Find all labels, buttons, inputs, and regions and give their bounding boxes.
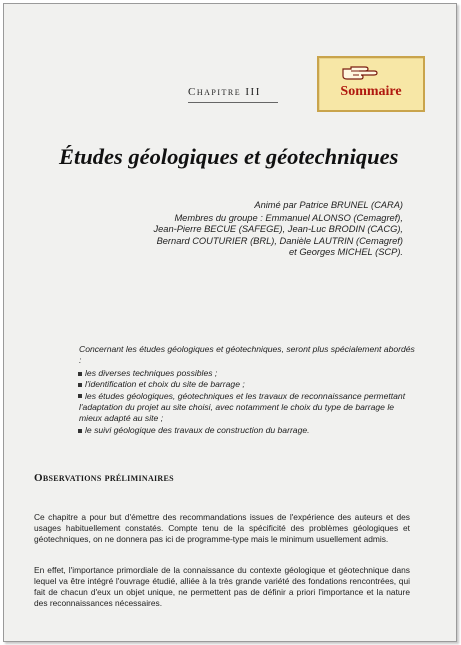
scope-list-item <box>79 425 419 436</box>
scope-list-item <box>79 368 419 379</box>
credits-member-line: Membres du groupe : Emmanuel ALONSO (Cemagref), <box>174 212 403 223</box>
scope-list-item <box>79 379 419 390</box>
body-paragraph: En effet, l'importance primordiale de la connaissance du contexte géologique et géotechnique dans lequel va être intégré l'ouvrage étudié, alliée à la très grande variété des fondations rencontrées, qui fait de chacun d'eux un objet unique, ne permettent pas de définir a priori l'importance et la nature des reconnaissances nécessaires. <box>34 565 410 609</box>
scope-item-text: les études géologiques, géotechniques et les travaux de reconnaissance permettant l'adaptation du projet au site choisi, avec notamment le choix du type de barrage le mieux adapté au site ; <box>79 390 406 424</box>
chapter-label: Chapitre III <box>188 86 261 98</box>
scope-item-text: les diverses techniques possibles ; <box>85 367 218 378</box>
scope-item-text: l'identification et choix du site de barrage ; <box>85 379 245 390</box>
chapter-divider <box>188 102 278 103</box>
bullet-icon <box>78 372 82 376</box>
credits-block <box>153 200 403 259</box>
sommaire-button[interactable] <box>317 56 425 112</box>
credits-member-line: et Georges MICHEL (SCP). <box>288 247 403 257</box>
bullet-icon <box>78 383 82 387</box>
pointing-hand-icon <box>341 64 381 80</box>
scope-item-text: le suivi géologique des travaux de construction du barrage. <box>85 424 310 435</box>
chapter-heading <box>188 86 261 98</box>
section-heading <box>34 472 174 484</box>
sommaire-label: Sommaire <box>340 84 402 99</box>
credits-member-line: Jean-Pierre BECUE (SAFEGE), Jean-Luc BRODIN (CACG), <box>153 224 403 234</box>
document-page <box>3 3 457 642</box>
scope-list-item <box>79 391 419 425</box>
credits-animator: Animé par Patrice BRUNEL (CARA) <box>254 200 403 210</box>
credits-member-line: Bernard COUTURIER (BRL), Danièle LAUTRIN (Cemagref) <box>156 235 403 246</box>
bullet-icon <box>78 394 82 398</box>
bullet-icon <box>78 429 82 433</box>
body-paragraph: Ce chapitre a pour but d'émettre des recommandations issues de l'expérience des auteurs et des usages habituellement constatés. Compte tenu de la spécificité des problèmes géologiques et géotechniques, on ne donnera pas ici de programme-type mais le minimum usuellement admis. <box>34 512 410 545</box>
scope-list <box>79 368 419 436</box>
section-heading-text: Observations préliminaires <box>34 472 174 484</box>
scope-summary <box>79 344 419 436</box>
scope-intro: Concernant les études géologiques et géotechniques, seront plus spécialement abordés : <box>79 344 415 366</box>
page-title: Études géologiques et géotechniques <box>59 144 399 169</box>
